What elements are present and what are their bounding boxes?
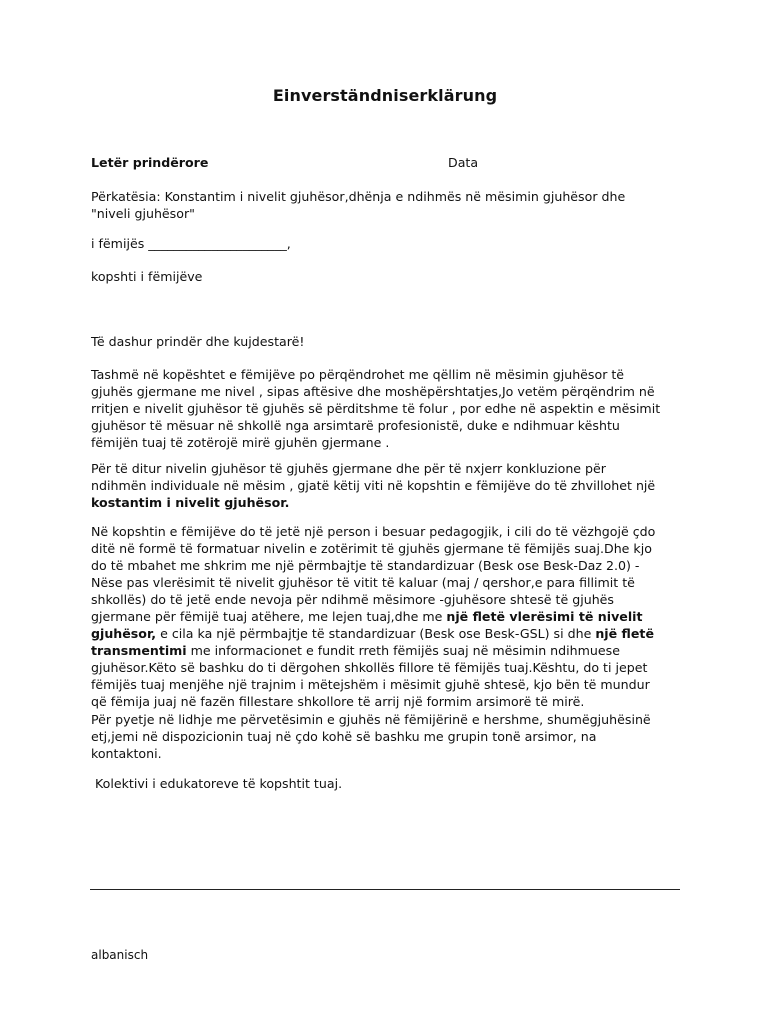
paragraph-2 xyxy=(91,460,691,511)
child-line: i fëmijës ______________________, xyxy=(91,236,291,251)
paragraph-3-part3: me informacionet e fundit rreth fëmijës suaj në mësimin ndihmuese gjuhësor.Këto së bashku do ti dërgohen shkollës fillore të fëmijës tuaj.Kështu, do ti jepet fëmijës tuaj menjëhe një trajnim i mëtejshëm i mësimit gjuhë shtesë, kjo bën të mundur që fëmija juaj në fazën fillestare shkollore të arrij një formim arsimorë të mirë. xyxy=(91,643,650,709)
date-label: Data xyxy=(448,155,479,170)
paragraph-3 xyxy=(91,523,691,710)
kindergarten-line: kopshti i fëmijëve xyxy=(91,269,203,284)
subject-text: Përkatësia: Konstantim i nivelit gjuhësor,dhënja e ndihmës në mësimin gjuhësor dhe "niveli gjuhësor" xyxy=(91,189,626,221)
paragraph-4 xyxy=(91,711,691,762)
paragraph-1-text: Tashmë në kopështet e fëmijëve po përqëndrohet me qëllim në mësimin gjuhësor të gjuhës gjermane me nivel , sipas aftësive dhe moshëpërshtatjes,Jo vetëm përqëndrim në rritjen e nivelit gjuhësor të gjuhës së përditshme të folur , por edhe në aspektin e mësimit gjuhësor të mësuar në shkollë nga arsimtarë profesionistë, duke e ndihmuar kështu fëmijën tuaj të zotërojë mirë gjuhën gjermane . xyxy=(91,367,661,450)
footer-language: albanisch xyxy=(91,948,149,962)
subject-line xyxy=(91,188,691,222)
paragraph-4-text: Për pyetje në lidhje me përvetësimin e gjuhës në fëmijërinë e hershme, shumëgjuhësinë etj,jemi në dispozicionin tuaj në çdo kohë së bashku me grupin tonë arsimor, na kontaktoni. xyxy=(91,712,651,761)
paragraph-3-bold2: një fletë transmentimi xyxy=(91,626,654,658)
paragraph-2-body: Për të ditur nivelin gjuhësor të gjuhës gjermane dhe për të nxjerr konkluzione për ndihmën individuale në mësim , gjatë këtij viti në kopshtin e fëmijëve do të zhvillohet një xyxy=(91,461,656,493)
paragraph-2-bold: kostantim i nivelit gjuhësor. xyxy=(91,495,290,510)
letter-label-text: Letër prindërore xyxy=(91,155,209,170)
footer-divider xyxy=(90,889,680,890)
paragraph-3-part2: e cila ka një përmbajtje të standardizuar (Besk ose Besk-GSL) si dhe xyxy=(156,626,596,641)
letter-label xyxy=(91,154,208,171)
paragraph-2-text xyxy=(91,460,691,511)
paragraph-3-part1: Në kopshtin e fëmijëve do të jetë një person i besuar pedagogjik, i cili do të vëzhgojë çdo ditë në formë të formatuar nivelin e zotërimit të gjuhës gjermane të fëmijës suaj.Dhe kjo do të mbahet me shkrim me një përmbajtje të standardizuar (Besk ose Besk-Daz 2.0) - Nëse pas vlerësimit të nivelit gjuhësor të vitit të kaluar (maj / qershor,e para fillimit të shkollës) do të jetë ende nevoja për ndihmë mësimore -gjuhësore shtesë të gjuhës gjermane për fëmijë tuaj atëhere, me lejen tuaj,dhe me xyxy=(91,524,656,624)
salutation: Të dashur prindër dhe kujdestarë! xyxy=(91,334,305,349)
document-title: Einverständniserklärung xyxy=(272,86,498,105)
closing-line: Kolektivi i edukatoreve të kopshtit tuaj. xyxy=(91,776,343,791)
paragraph-1 xyxy=(91,366,691,451)
paragraph-3-text xyxy=(91,523,691,710)
paragraph-3-bold1: një fletë vlerësimi të nivelit gjuhësor, xyxy=(91,609,643,641)
